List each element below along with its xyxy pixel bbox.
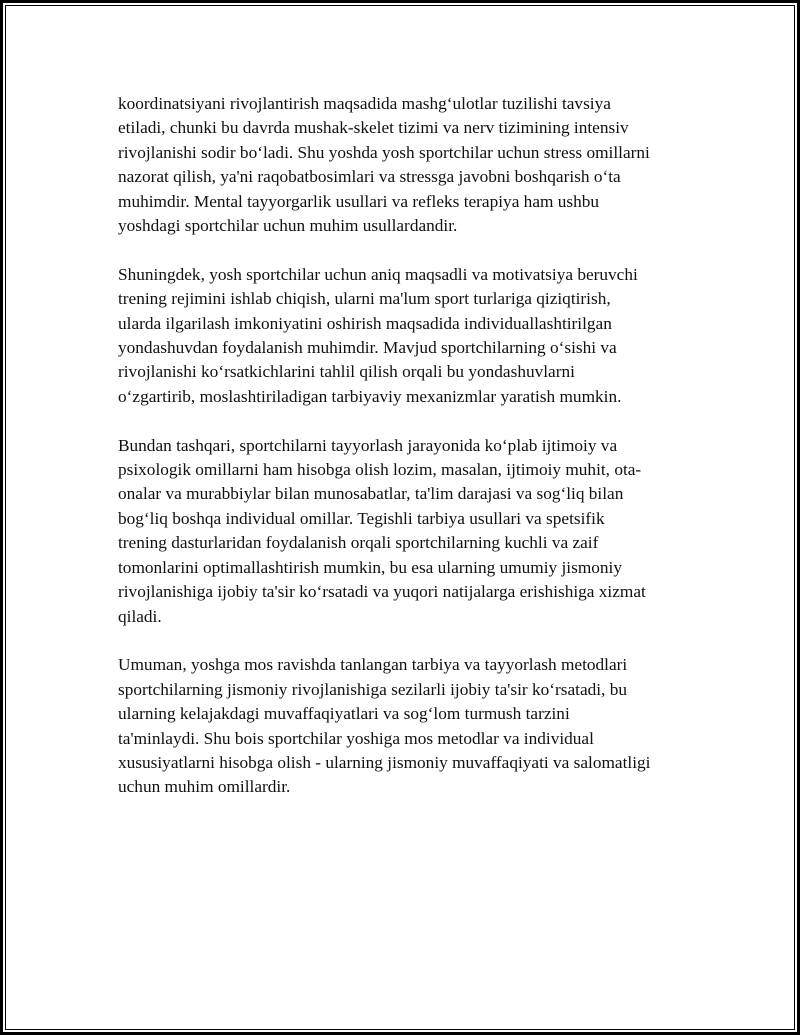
text-line: Umuman, yoshga mos ravishda tanlangan tarbiya va tayyorlash metodlari (118, 655, 628, 675)
text-line: nazorat qilish, ya'ni raqobatbosimlari va stressga javobni boshqarish o‘ta (118, 167, 621, 187)
text-line: uchun muhim omillardir. (118, 777, 291, 797)
text-line: trening rejimini ishlab chiqish, ularni ma'lum sport turlariga qiziqtirish, (118, 289, 611, 309)
text-line: etiladi, chunki bu davrda mushak-skelet tizimi va nerv tizimining intensiv (118, 118, 629, 138)
text-line: bog‘liq boshqa individual omillar. Tegishli tarbiya usullari va spetsifik (118, 508, 605, 528)
text-line: koordinatsiyani rivojlantirish maqsadida mashg‘ulotlar tuzilishi tavsiya (118, 94, 611, 113)
paragraph-4 (118, 653, 718, 799)
text-line: qiladi. (118, 606, 162, 626)
text-line: ularda ilgarilash imkoniyatini oshirish maqsadida individuallashtirilgan (118, 313, 612, 333)
text-line: trening dasturlaridan foydalanish orqali sportchilarning kuchli va zaif (118, 533, 599, 553)
text-line: rivojlanishiga ijobiy ta'sir ko‘rsatadi va yuqori natijalarga erishishiga xizmat (118, 582, 646, 602)
text-line: xususiyatlarni hisobga olish - ularning jismoniy muvaffaqiyati va salomatligi (118, 752, 651, 772)
text-line: sportchilarning jismoniy rivojlanishiga sezilarli ijobiy ta'sir ko‘rsatadi, bu (118, 679, 627, 699)
text-line: yoshdagi sportchilar uchun muhim usullardandir. (118, 216, 458, 236)
text-line: psixologik omillarni ham hisobga olish lozim, masalan, ijtimoiy muhit, ota- (118, 460, 642, 480)
text-line: ta'minlaydi. Shu bois sportchilar yoshiga mos metodlar va individual (118, 728, 594, 748)
paragraph-1 (118, 92, 718, 238)
text-line: o‘zgartirib, moslashtiriladigan tarbiyaviy mexanizmlar yaratish mumkin. (118, 386, 622, 406)
text-line: Shuningdek, yosh sportchilar uchun aniq maqsadli va motivatsiya beruvchi (118, 264, 638, 284)
text-line: onalar va murabbiylar bilan munosabatlar, ta'lim darajasi va sog‘liq bilan (118, 484, 624, 504)
text-line: muhimdir. Mental tayyorgarlik usullari va refleks terapiya ham ushbu (118, 191, 600, 211)
document-body (118, 92, 718, 824)
text-line: ularning kelajakdagi muvaffaqiyatlari va sog‘lom turmush tarzini (118, 704, 570, 724)
text-line: tomonlarini optimallashtirish mumkin, bu esa ularning umumiy jismoniy (118, 557, 622, 577)
paragraph-2 (118, 263, 718, 409)
text-line: Bundan tashqari, sportchilarni tayyorlash jarayonida ko‘plab ijtimoiy va (118, 435, 618, 455)
text-line: rivojlanishi ko‘rsatkichlarini tahlil qilish orqali bu yondashuvlarni (118, 362, 575, 382)
text-line: rivojlanishi sodir bo‘ladi. Shu yoshda yosh sportchilar uchun stress omillarni (118, 142, 650, 162)
text-line: yondashuvdan foydalanish muhimdir. Mavjud sportchilarning o‘sishi va (118, 338, 617, 358)
paragraph-3 (118, 434, 718, 629)
